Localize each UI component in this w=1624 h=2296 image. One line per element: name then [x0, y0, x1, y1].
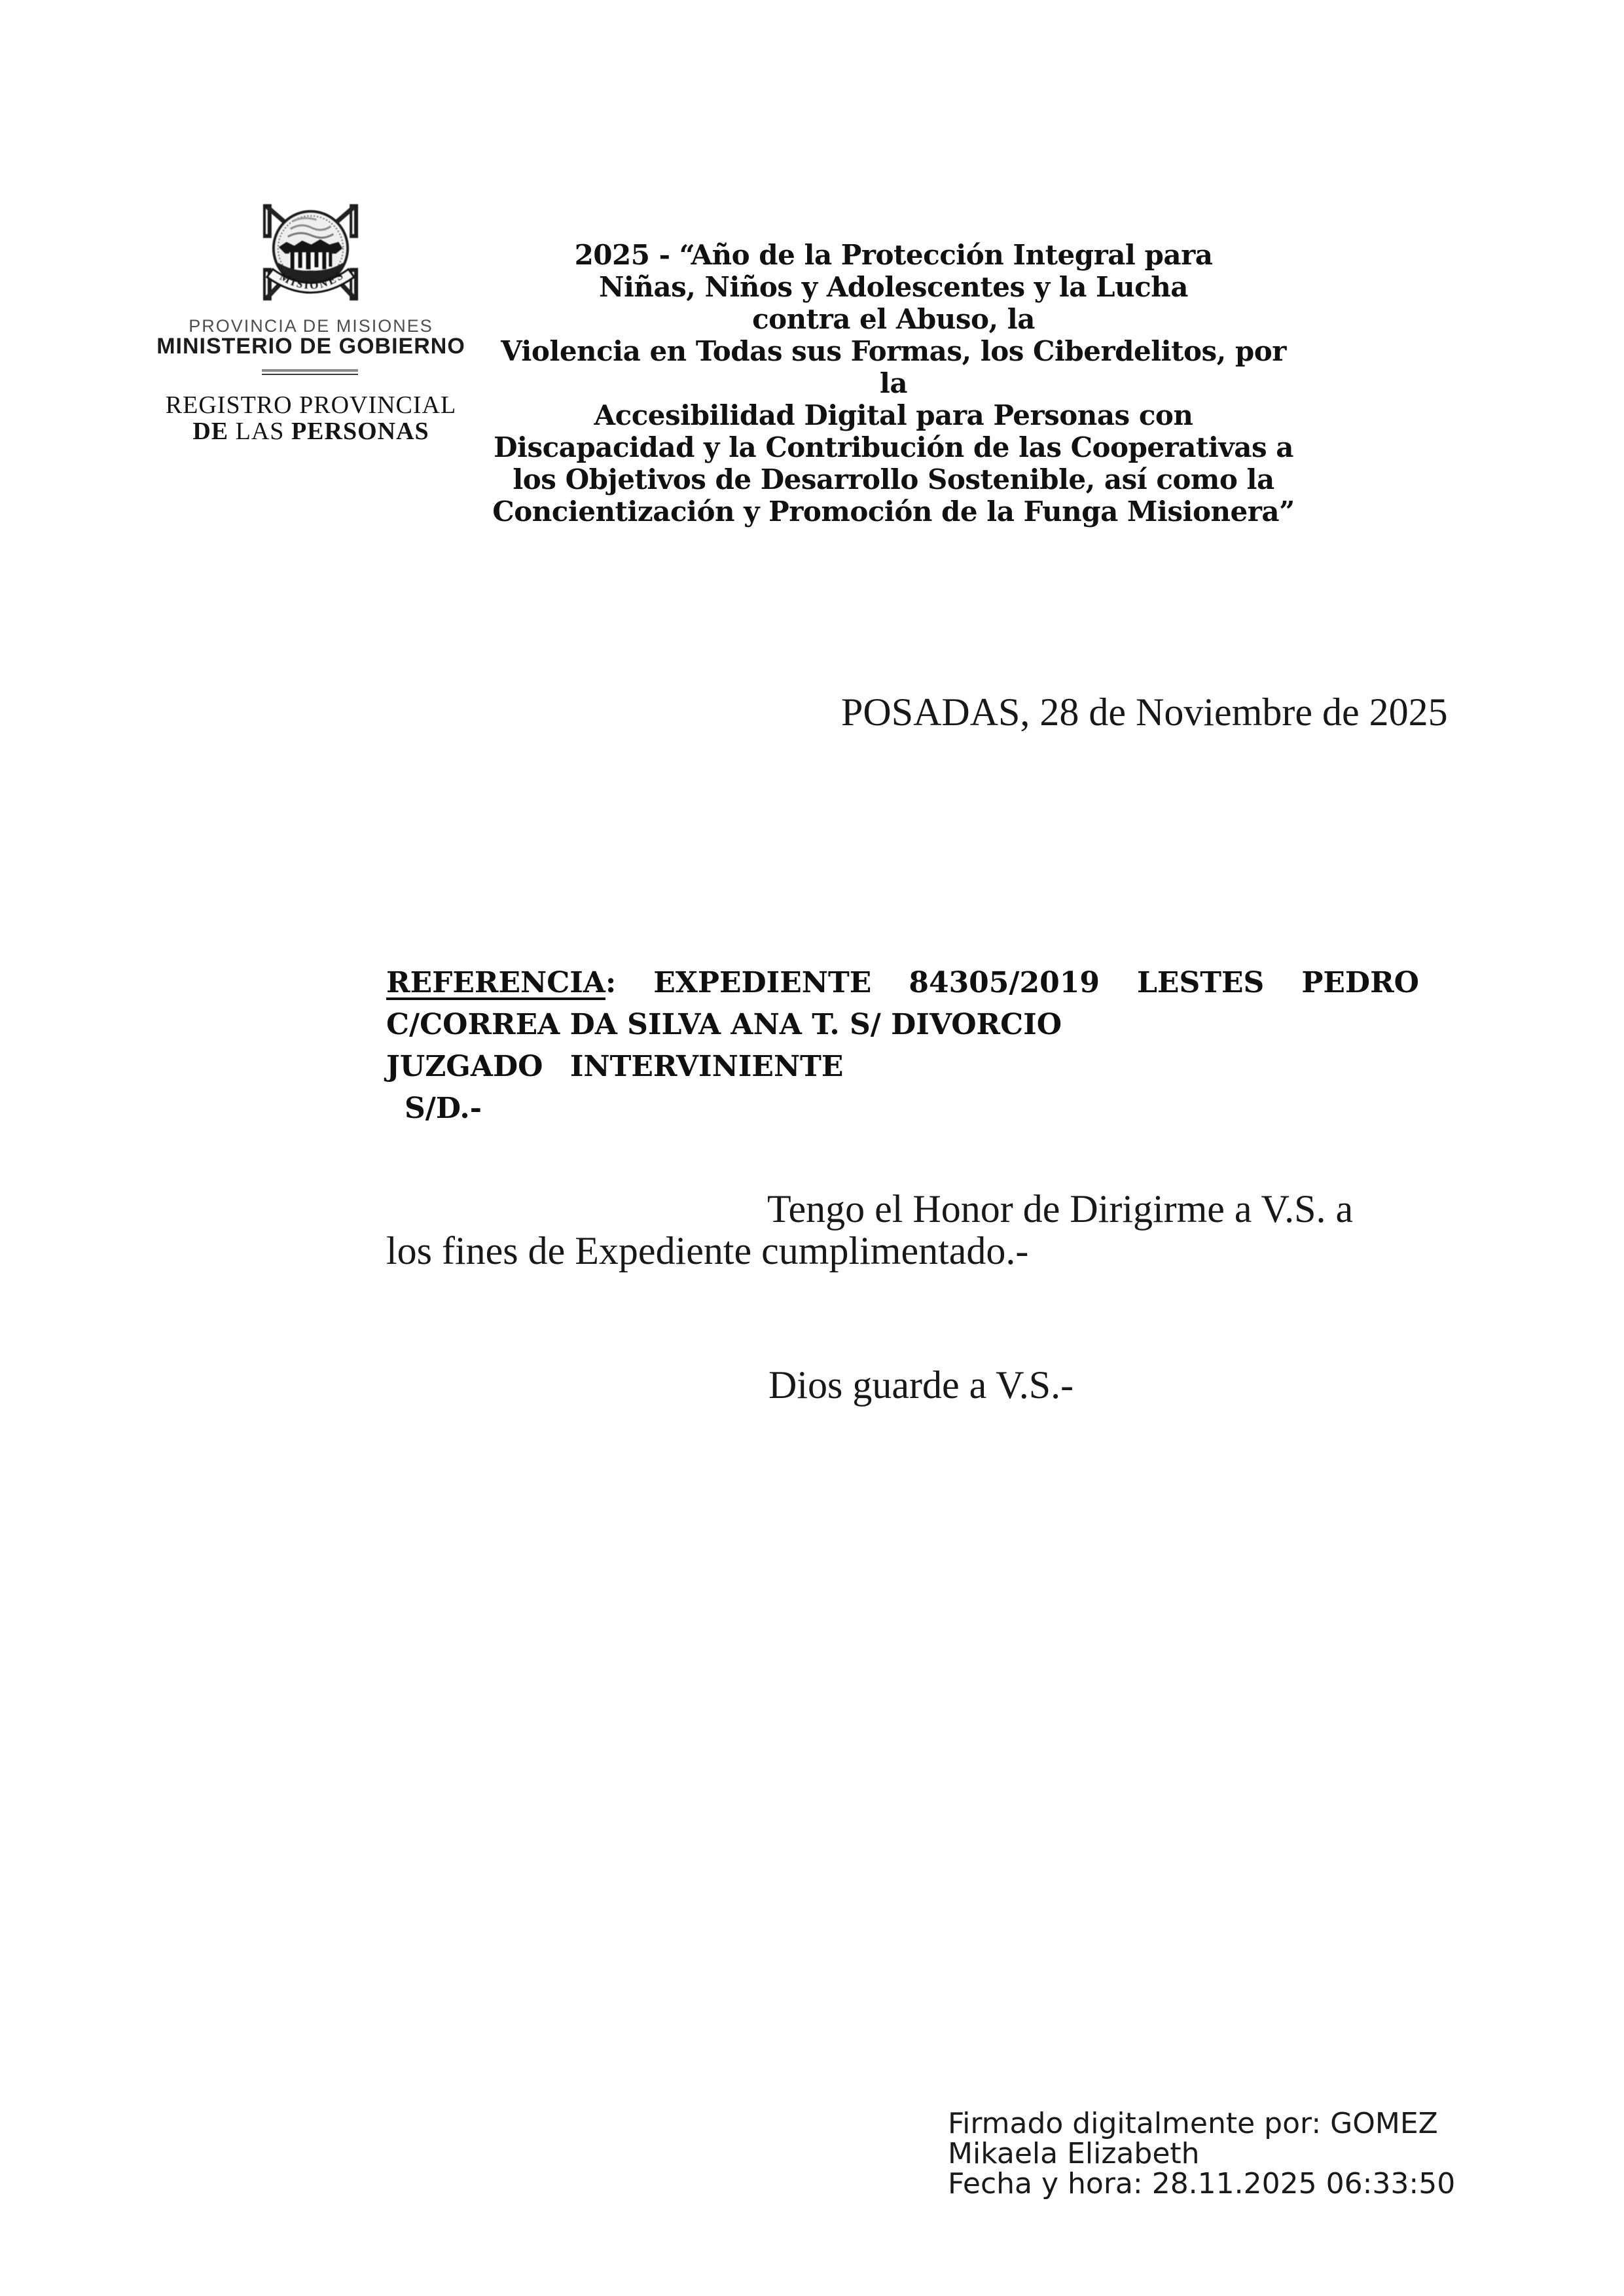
motto-line: contra el Abuso, la	[752, 303, 1035, 335]
reference-line-1-rest: : EXPEDIENTE 84305/2019 LESTES PEDRO	[605, 966, 1419, 999]
province-emblem	[257, 195, 365, 310]
signature-line-1: Firmado digitalmente por: GOMEZ	[948, 2107, 1438, 2140]
motto-line: Niñas, Niños y Adolescentes y la Lucha	[599, 271, 1188, 303]
reference-line-2: C/CORREA DA SILVA ANA T. S/ DIVORCIO	[386, 1008, 1062, 1041]
motto-line: 2025 - “Año de la Protección Integral para	[574, 239, 1213, 271]
letterhead-office-line1: REGISTRO PROVINCIAL	[165, 391, 457, 419]
body-paragraph	[386, 1188, 1447, 1272]
motto-line: Accesibilidad Digital para Personas con	[594, 399, 1193, 431]
office-word-las: LAS	[228, 418, 291, 445]
letterhead-province: PROVINCIA DE MISIONES	[189, 316, 433, 336]
letterhead-ministry: MINISTERIO DE GOBIERNO	[156, 334, 465, 359]
motto-line: Concientización y Promoción de la Funga Misionera”	[492, 495, 1295, 528]
reference-block	[386, 962, 1419, 1130]
closing-line: Dios guarde a V.S.-	[768, 1363, 1074, 1407]
motto-line: Violencia en Todas sus Formas, los Ciberdelitos, por la	[501, 335, 1286, 399]
office-word-de: DE	[192, 418, 229, 445]
reference-line-4: S/D.-	[405, 1092, 482, 1125]
signature-line-3: Fecha y hora: 28.11.2025 06:33:50	[948, 2167, 1456, 2200]
misiones-coat-of-arms-icon	[257, 195, 365, 310]
body-line-2: los fines de Expediente cumplimentado.-	[386, 1229, 1029, 1272]
motto-line: Discapacidad y la Contribución de las Cooperativas a	[494, 431, 1293, 463]
reference-line-3: JUZGADO INTERVINIENTE	[386, 1050, 844, 1083]
signature-line-2: Mikaela Elizabeth	[948, 2137, 1200, 2170]
digital-signature-block	[948, 2109, 1602, 2199]
motto-line: los Objetivos de Desarrollo Sostenible, así como la	[513, 463, 1274, 495]
year-motto	[488, 239, 1299, 528]
office-word-personas: PERSONAS	[291, 418, 429, 445]
reference-label: REFERENCIA	[386, 966, 605, 999]
body-line-1: Tengo el Honor de Dirigirme a V.S. a	[767, 1187, 1354, 1230]
letterhead-office-line2	[151, 418, 471, 444]
letterhead-divider	[262, 369, 358, 375]
reference-line-1	[386, 962, 1419, 1004]
dateline: POSADAS, 28 de Noviembre de 2025	[841, 691, 1448, 734]
emblem-banner-text: MISIONES	[278, 268, 347, 292]
